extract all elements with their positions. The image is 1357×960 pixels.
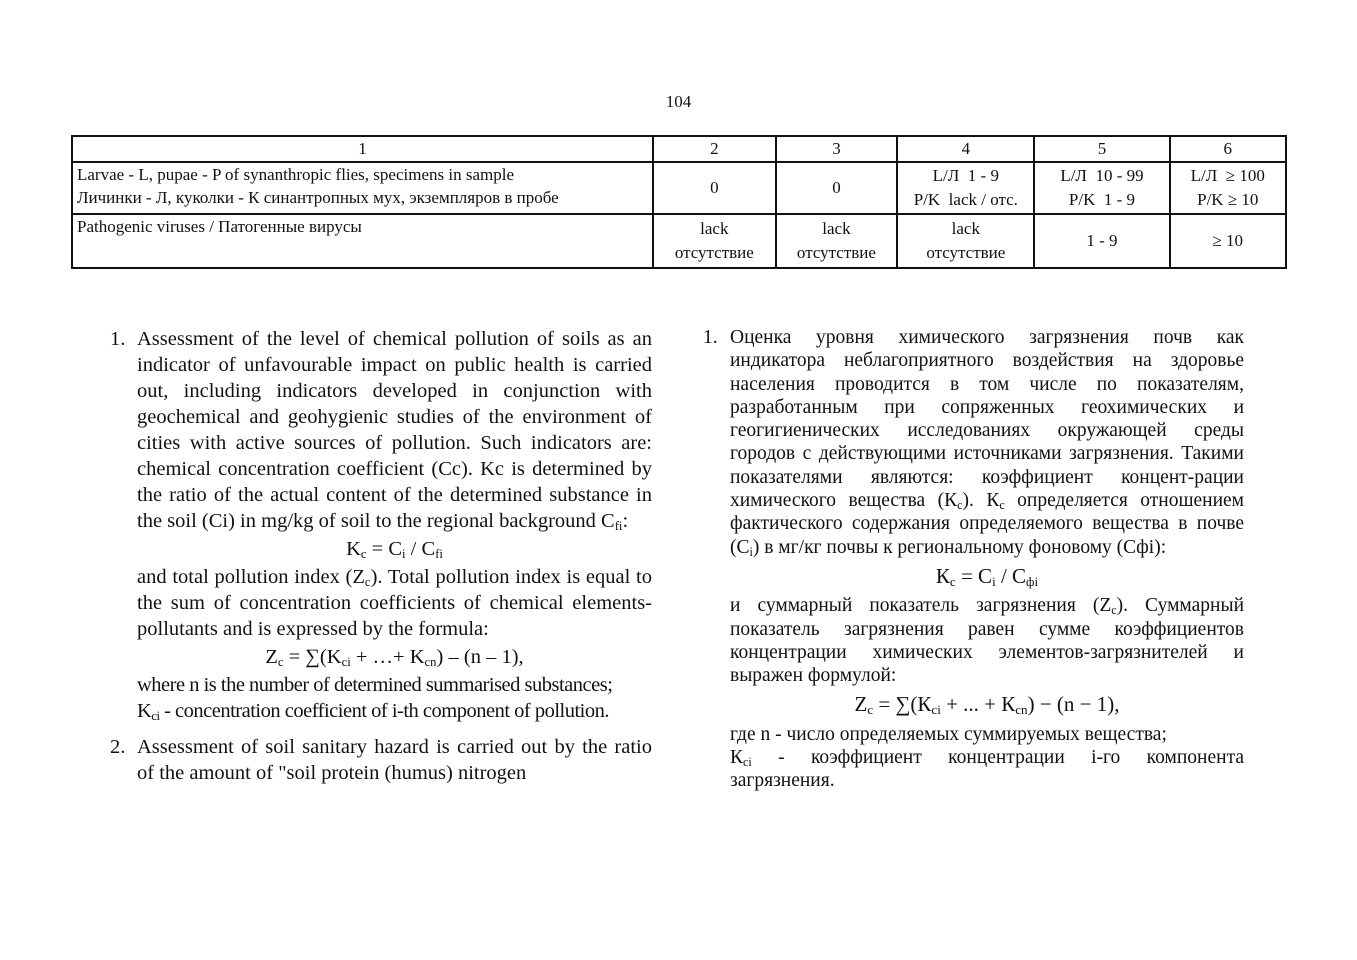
paragraph-text: К [730,747,744,769]
table-row [72,214,1286,268]
paragraph-text: Assessment of the level of chemical pollution of soils as an indicator of unfavourable impact on public health is carried out, including indicators developed in conjunction with geochemical and geohygienic studies of the environment of cities with active sources of pollution. Such indicators are: chemical concentration coefficient (Cc). Kc is determined by the ratio of the actual content of the determined substance in the soil (Ci) in mg/kg of soil to the regional background C [137,328,652,532]
table-cell: 0 [776,162,898,214]
paragraph-text: - concentration coefficient of i-th component of pollution. [159,700,610,722]
cell-line: отсутствие [796,243,876,262]
table-cell [897,162,1034,214]
formula-part: ) – (n – 1), [436,646,524,668]
table-cell: 0 [653,162,776,214]
header-cell: 4 [897,136,1034,162]
cell-line: P/K 1 - 9 [1068,190,1136,209]
paragraph [730,326,1244,559]
paragraph: где n - число определяемых суммируемых вещества; [730,723,1167,745]
cell-line: L/Л ≥ 100 [1190,166,1265,185]
cell-line: отсутствие [926,243,1006,262]
subscript: с [867,702,874,718]
subscript: ci [341,655,351,669]
subscript: c [360,547,367,561]
cell-line: P/K lack / отс. [913,190,1018,209]
formula-kc [137,536,652,562]
subscript: с [1111,603,1117,618]
list-item [110,734,652,786]
paragraph-text: и суммарный показатель загрязнения (Z [730,595,1112,617]
row-label-ru: Личинки - Л, куколки - К синантропных мух, экземпляров в пробе [77,188,559,207]
subscript: i [749,544,753,559]
subscript: с [949,573,956,589]
subscript: с [957,498,963,513]
header-cell: 5 [1034,136,1169,162]
paragraph-text: определяется отношением фактического содержания определяемого вещества в почве (С [730,490,1244,558]
header-cell: 6 [1170,136,1286,162]
paragraph [730,746,1244,793]
paragraph-text: : [622,510,629,532]
cell-line: отсутствие [674,243,754,262]
item-number: 1. [703,327,718,348]
header-cell: 2 [653,136,776,162]
cell-line: P/K ≥ 10 [1197,190,1259,209]
formula-part: K [346,538,361,560]
table-cell [653,214,776,268]
paragraph [137,564,652,642]
row-label-en: Larvae - L, pupae - P of synanthropic flies, specimens in sample [77,165,514,184]
list-item [110,326,652,534]
english-column [110,326,652,786]
subscript: с [999,498,1005,513]
paragraph-text: ). Total pollution index is equal to the sum of concentration coefficients of chemical elements-pollutants and is expressed by the formula: [137,566,652,640]
formula-part: Z [265,646,278,668]
russian-column [703,326,1244,793]
row-label: Pathogenic viruses / Патогенные вирусы [72,214,653,268]
table-cell: ≥ 10 [1170,214,1286,268]
table-cell [1034,162,1169,214]
formula-part: / C [405,538,436,560]
row-label [72,162,653,214]
item-number: 2. [110,736,126,758]
formula-zc [137,644,652,670]
table-row [72,162,1286,214]
formula-part: / С [995,563,1027,588]
subscript: cn [1015,702,1028,718]
paragraph-text: K [137,700,152,722]
table-cell [897,214,1034,268]
header-cell: 1 [72,136,653,162]
paragraph [137,326,652,534]
subscript: c [277,655,284,669]
cell-line: lack [951,219,980,238]
paragraph-text: ) в мг/кг почвы к региональному фоновому (Сфi): [752,536,1167,558]
cell-line: lack [822,219,851,238]
formula-part: = ∑(К [873,692,932,717]
formula-zc [730,693,1244,716]
subscript: i [992,573,996,589]
subscript: ci [151,709,160,723]
data-table [71,135,1287,269]
subscript: c [364,575,371,589]
subscript: i [402,547,406,561]
cell-line: L/Л 1 - 9 [932,166,999,185]
formula-part: = C [366,538,403,560]
table-header-row [72,136,1286,162]
paragraph-text: - коэффициент концентрации i-го компонента загрязнения. [730,747,1244,792]
header-cell: 3 [776,136,898,162]
table-cell [1170,162,1286,214]
paragraph-text: ). К [962,490,1000,512]
paragraph-text: ). Суммарный показатель загрязнения равен сумме коэффициентов концентрации химических элементов-загрязнителей и выражен формулой: [730,595,1245,687]
paragraph: Assessment of soil sanitary hazard is carried out by the ratio of the amount of "soil protein (humus) nitrogen [137,736,652,784]
subscript: cn [424,655,437,669]
paragraph-text: Оценка уровня химического загрязнения почв как индикатора неблагоприятного воздействия на здоровье населения проводится в том числе по показателям, разработанным при сопряженных геохимических и геогигиенических исследованиях окружающей среды городов с действующими источниками загрязнения. Такими показателями являются: коэффициент концент-рации химического вещества (К [730,327,1244,512]
table-cell: 1 - 9 [1034,214,1169,268]
cell-line: L/Л 10 - 99 [1060,166,1144,185]
paragraph [137,698,652,724]
cell-line: lack [700,219,729,238]
formula-part: = С [955,563,993,588]
paragraph-text: and total pollution index (Z [137,566,365,588]
formula-part: Z [854,692,868,717]
subscript: fi [614,519,623,533]
formula-part: = ∑(K [283,646,342,668]
subscript: фi [1026,573,1039,589]
subscript: ci [743,755,752,770]
subscript: ci [931,702,941,718]
formula-part: К [935,563,950,588]
formula-part: ) − (n − 1), [1027,692,1120,717]
list-item [703,326,1244,559]
formula-part: + ... + К [940,692,1016,717]
page-number: 104 [665,92,692,111]
formula-part: + …+ K [350,646,425,668]
paragraph: where n is the number of determined summarised substances; [137,674,613,696]
item-number: 1. [110,328,126,350]
formula-kc [730,565,1244,588]
table-cell [776,214,898,268]
paragraph [730,594,1244,687]
subscript: fi [435,547,443,561]
